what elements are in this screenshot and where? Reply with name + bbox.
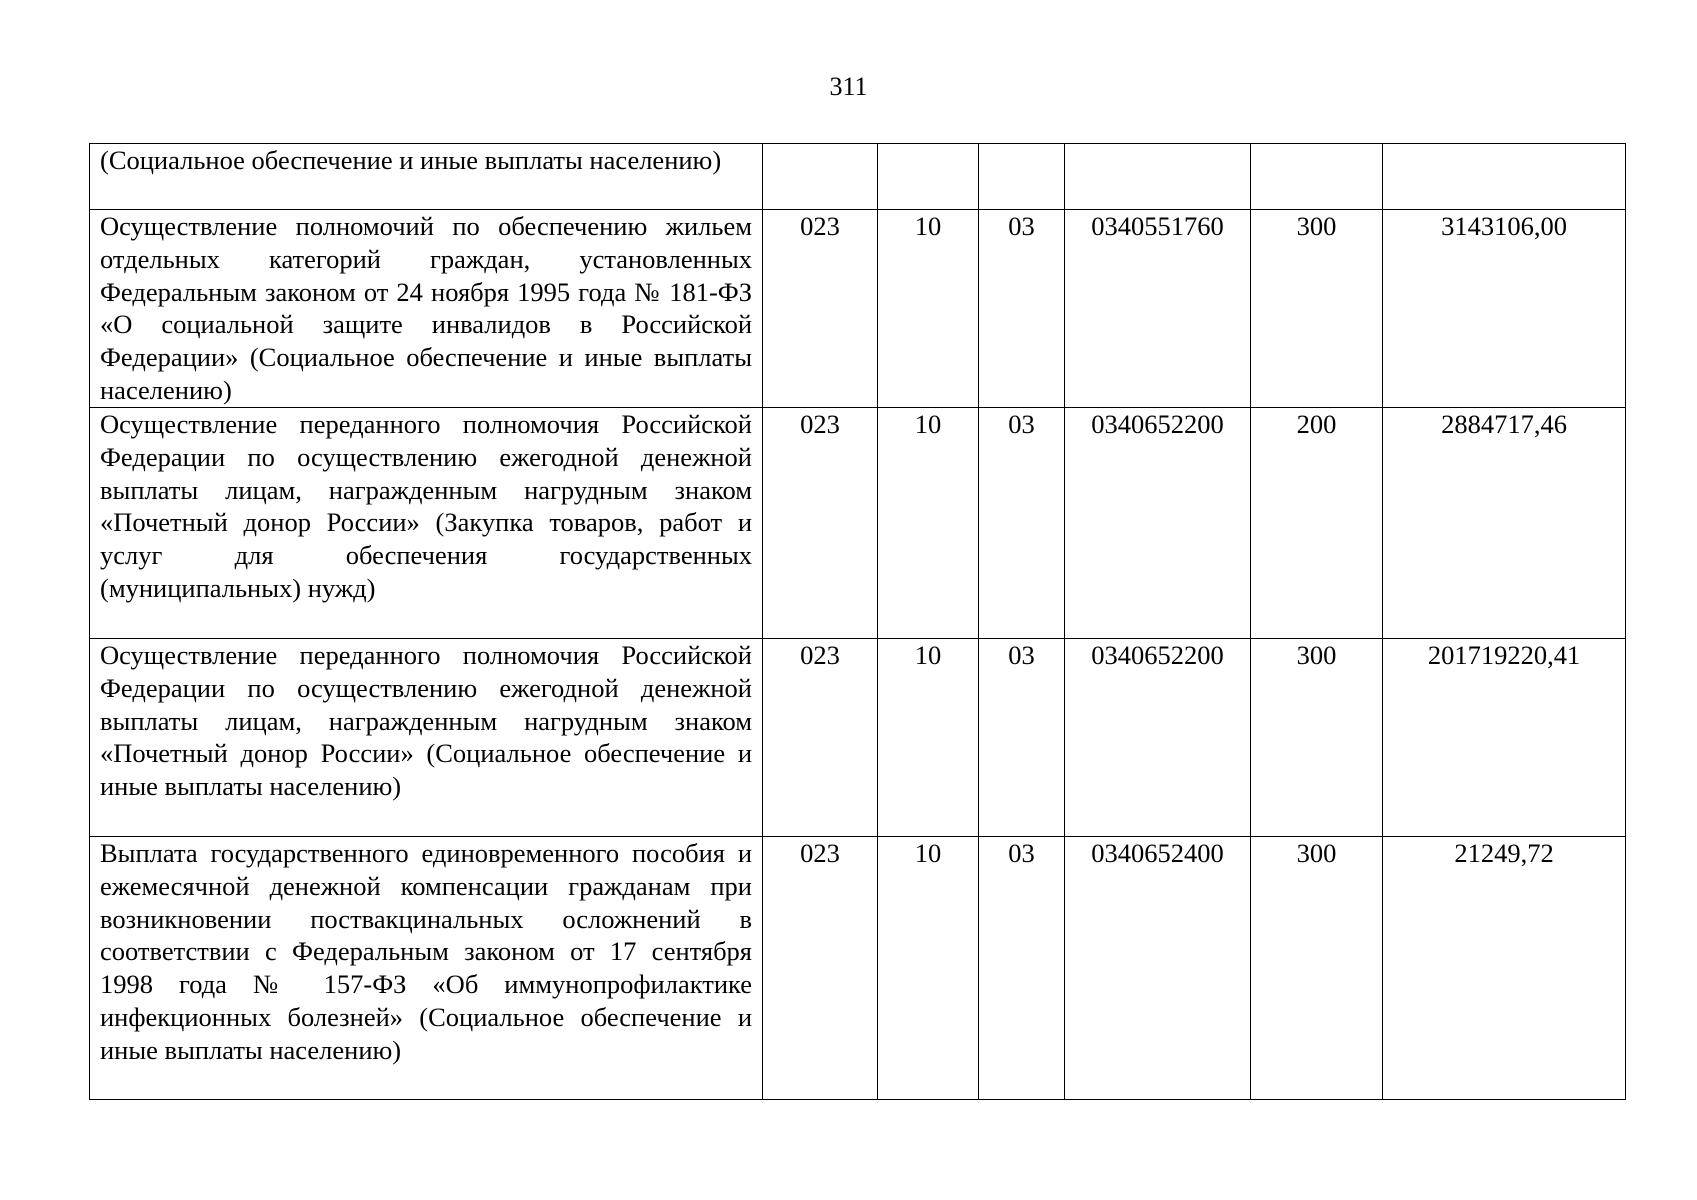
target-code: 0340652200 [1065, 408, 1251, 639]
budget-table [89, 143, 1626, 1100]
ministry-code [763, 144, 878, 210]
section-code: 10 [878, 837, 979, 1100]
page-number: 311 [829, 72, 868, 101]
ministry-code: 023 [763, 408, 878, 639]
row-description: Осуществление полномочий по обеспечению жильем отдельных категорий граждан, установленных Федеральным законом от 24 ноября 1995 года № 181-ФЗ «О социальной защите инвалидов в Российской Федерации» (Социальное обеспечение и иные выплаты населению) [90, 210, 763, 408]
target-code [1065, 144, 1251, 210]
amount: 201719220,41 [1383, 639, 1626, 837]
subsection-code [979, 144, 1065, 210]
target-code: 0340652400 [1065, 837, 1251, 1100]
section-code: 10 [878, 639, 979, 837]
row-description: Осуществление переданного полномочия Российской Федерации по осуществлению ежегодной денежной выплаты лицам, награжденным нагрудным знаком «Почетный донор России» (Социальное обеспечение и иные выплаты населению) [90, 639, 763, 837]
target-code: 0340551760 [1065, 210, 1251, 408]
subsection-code: 03 [979, 408, 1065, 639]
section-code: 10 [878, 210, 979, 408]
table-row [90, 837, 1626, 1100]
table-row [90, 210, 1626, 408]
expense-type-code: 200 [1251, 408, 1383, 639]
expense-type-code: 300 [1251, 837, 1383, 1100]
target-code: 0340652200 [1065, 639, 1251, 837]
subsection-code: 03 [979, 837, 1065, 1100]
ministry-code: 023 [763, 210, 878, 408]
expense-type-code [1251, 144, 1383, 210]
amount [1383, 144, 1626, 210]
subsection-code: 03 [979, 639, 1065, 837]
row-description: Выплата государственного единовременного пособия и ежемесячной денежной компенсации гражданам при возникновении поствакцинальных осложнений в соответствии с Федеральным законом от 17 сентября 1998 года № 157-ФЗ «Об иммунопрофилактике инфекционных болезней» (Социальное обеспечение и иные выплаты населению) [90, 837, 763, 1100]
ministry-code: 023 [763, 837, 878, 1100]
amount: 3143106,00 [1383, 210, 1626, 408]
amount: 21249,72 [1383, 837, 1626, 1100]
amount: 2884717,46 [1383, 408, 1626, 639]
expense-type-code: 300 [1251, 210, 1383, 408]
section-code: 10 [878, 408, 979, 639]
subsection-code: 03 [979, 210, 1065, 408]
table-row [90, 408, 1626, 639]
section-code [878, 144, 979, 210]
row-description: (Социальное обеспечение и иные выплаты населению) [90, 144, 763, 210]
table-row [90, 639, 1626, 837]
expense-type-code: 300 [1251, 639, 1383, 837]
row-description: Осуществление переданного полномочия Российской Федерации по осуществлению ежегодной денежной выплаты лицам, награжденным нагрудным знаком «Почетный донор России» (Закупка товаров, работ и услуг для обеспечения государственных (муниципальных) нужд) [90, 408, 763, 639]
ministry-code: 023 [763, 639, 878, 837]
table-row [90, 144, 1626, 210]
